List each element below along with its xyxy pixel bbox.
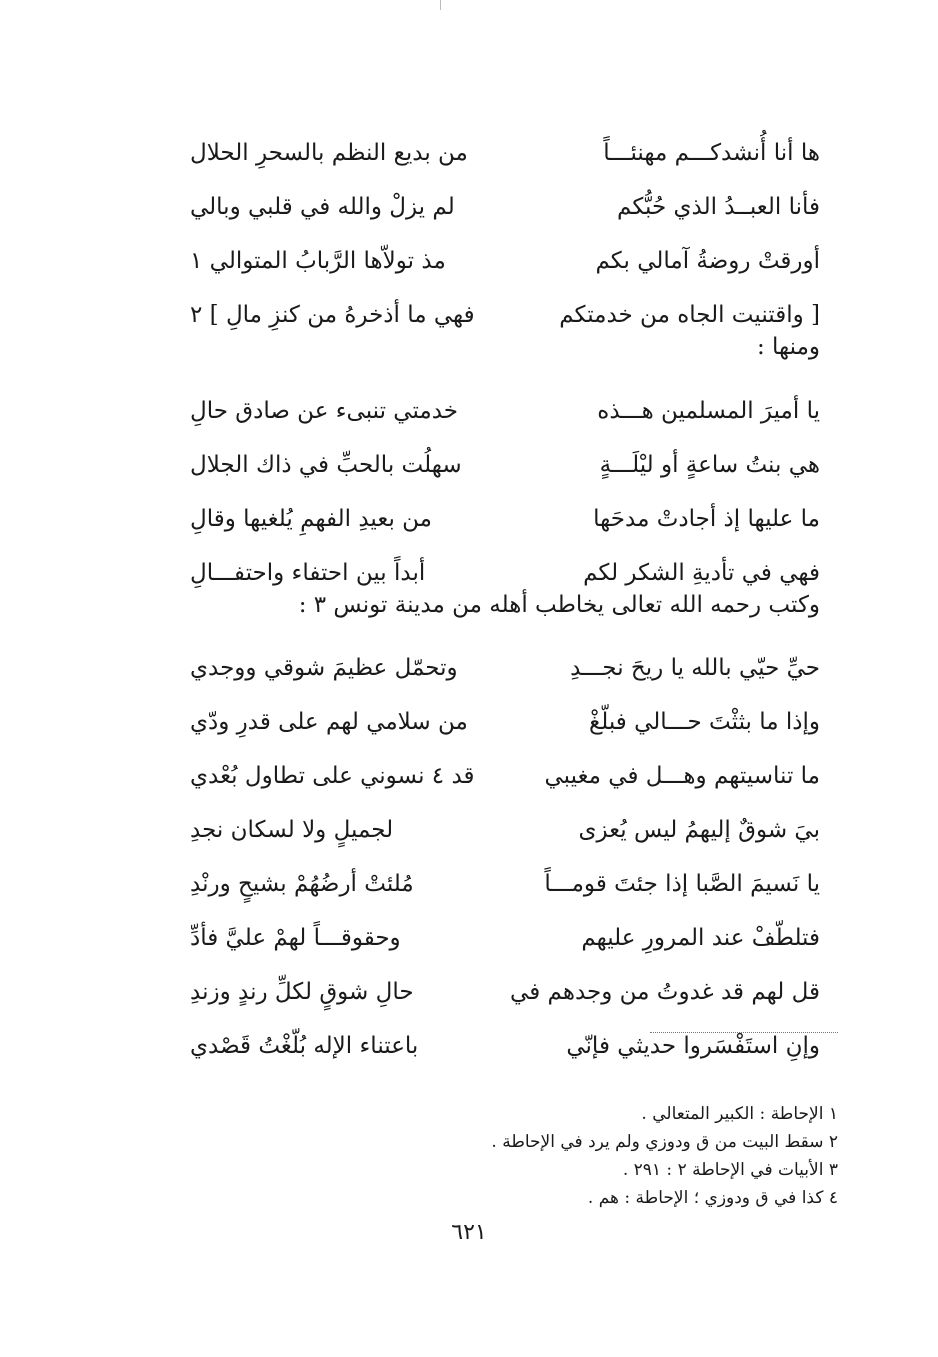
verse-line [190,234,820,288]
first-hemistich: وإنِ استَفْسَروا حديثي فإنّي [566,1032,820,1059]
verse-line [190,695,820,749]
first-hemistich: بيَ شوقٌ إليهمُ ليس يُعزى [578,816,820,843]
second-hemistich: باعتناء الإله بُلّغْتُ قَصْدي [190,1032,419,1059]
second-hemistich: حالِ شوقٍ لكلِّ رندٍ وزندِ [190,978,414,1005]
second-hemistich: من بعيدِ الفهمِ يُلغيها وقالِ [190,505,433,532]
footnote: ٢ سقط البيت من ق ودوزي ولم يرد في الإحاطة . [491,1132,838,1152]
first-hemistich: أورقتْ روضةُ آمالي بكم [595,247,820,274]
second-hemistich: وتحمّل عظيمَ شوقي ووجدي [190,654,458,681]
verse-line [190,641,820,695]
verse-line [190,126,820,180]
first-hemistich: هي بنتُ ساعةٍ أو ليْلَـــةٍ [599,451,820,478]
verse-line [190,965,820,1019]
second-hemistich: مُلئتْ أرضُهُمْ بشيحٍ ورنْدِ [190,870,414,897]
second-hemistich: قد ٤ نسوني على تطاول بُعْدي [190,762,475,789]
footnote: ٣ الأبيات في الإحاطة ٢ : ٢٩١ . [622,1160,838,1180]
footnotes [138,1100,838,1212]
second-hemistich: أبداً بين احتفاء واحتفـــالِ [190,559,426,586]
first-hemistich: فتلطّفْ عند المرورِ عليهم [581,924,820,951]
footnote-separator [650,1032,838,1033]
second-hemistich: من بديع النظم بالسحرِ الحلال [190,139,468,166]
second-hemistich: سهلُت بالحبِّ في ذاك الجلال [190,451,462,478]
verse-line [190,180,820,234]
first-hemistich: يا نَسيمَ الصَّبا إذا جئتَ قومـــاً [544,870,820,897]
verse-line [190,803,820,857]
first-hemistich: ها أنا أُنشدكـــم مهنئـــاً [603,139,820,166]
second-hemistich: لجميلٍ ولا لسكان نجدِ [190,816,394,843]
first-hemistich: وإذا ما بثثْتَ حـــالي فبلّغْ [589,708,820,735]
verse-line [190,492,820,546]
poem-stanza-3 [190,641,820,1073]
first-hemistich: ما تناسيتهم وهـــل في مغيبي [544,762,820,789]
verse-line [190,1019,820,1073]
second-hemistich: مذ تولاّها الرَّبابُ المتوالي ١ [190,247,446,274]
verse-line [190,749,820,803]
first-hemistich: يا أميرَ المسلمين هـــذه [597,397,820,424]
footnote: ١ الإحاطة : الكبير المتعالي . [641,1104,838,1124]
prose-minha: ومنها : [756,334,820,360]
verse-line [190,438,820,492]
first-hemistich: فهي في تأديةِ الشكر لكم [583,559,820,586]
scan-mark [440,0,441,10]
second-hemistich: وحقوقـــاً لهمْ عليَّ فأدِّ [190,924,401,951]
first-hemistich: [ واقتنيت الجاه من خدمتكم [559,301,820,328]
first-hemistich: قل لهم قد غدوتُ من وجدهم في [510,978,820,1005]
poem-stanza-1 [190,126,820,342]
footnote: ٤ كذا في ق ودوزي ؛ الإحاطة : هم . [587,1188,838,1208]
first-hemistich: فأنا العبــدُ الذي حُبُّكم [617,193,820,220]
second-hemistich: من سلامي لهم على قدرِ ودّي [190,708,468,735]
verse-line [190,288,820,342]
verse-line [190,911,820,965]
prose-intro: وكتب رحمه الله تعالى يخاطب أهله من مدينة تونس ٣ : [298,592,820,618]
first-hemistich: حيِّ حيّي بالله يا ريحَ نجـــدِ [570,654,820,681]
poem-stanza-2 [190,384,820,600]
verse-line [190,384,820,438]
second-hemistich: فهي ما أذخرهُ من كنزِ مالِ ] ٢ [190,301,475,328]
page-number: ٦٢١ [451,1220,487,1245]
first-hemistich: ما عليها إذ أجادتْ مدحَها [593,505,820,532]
verse-line [190,857,820,911]
second-hemistich: خدمتي تنبىء عن صادق حالِ [190,397,459,424]
second-hemistich: لم يزلْ والله في قلبي وبالي [190,193,455,220]
